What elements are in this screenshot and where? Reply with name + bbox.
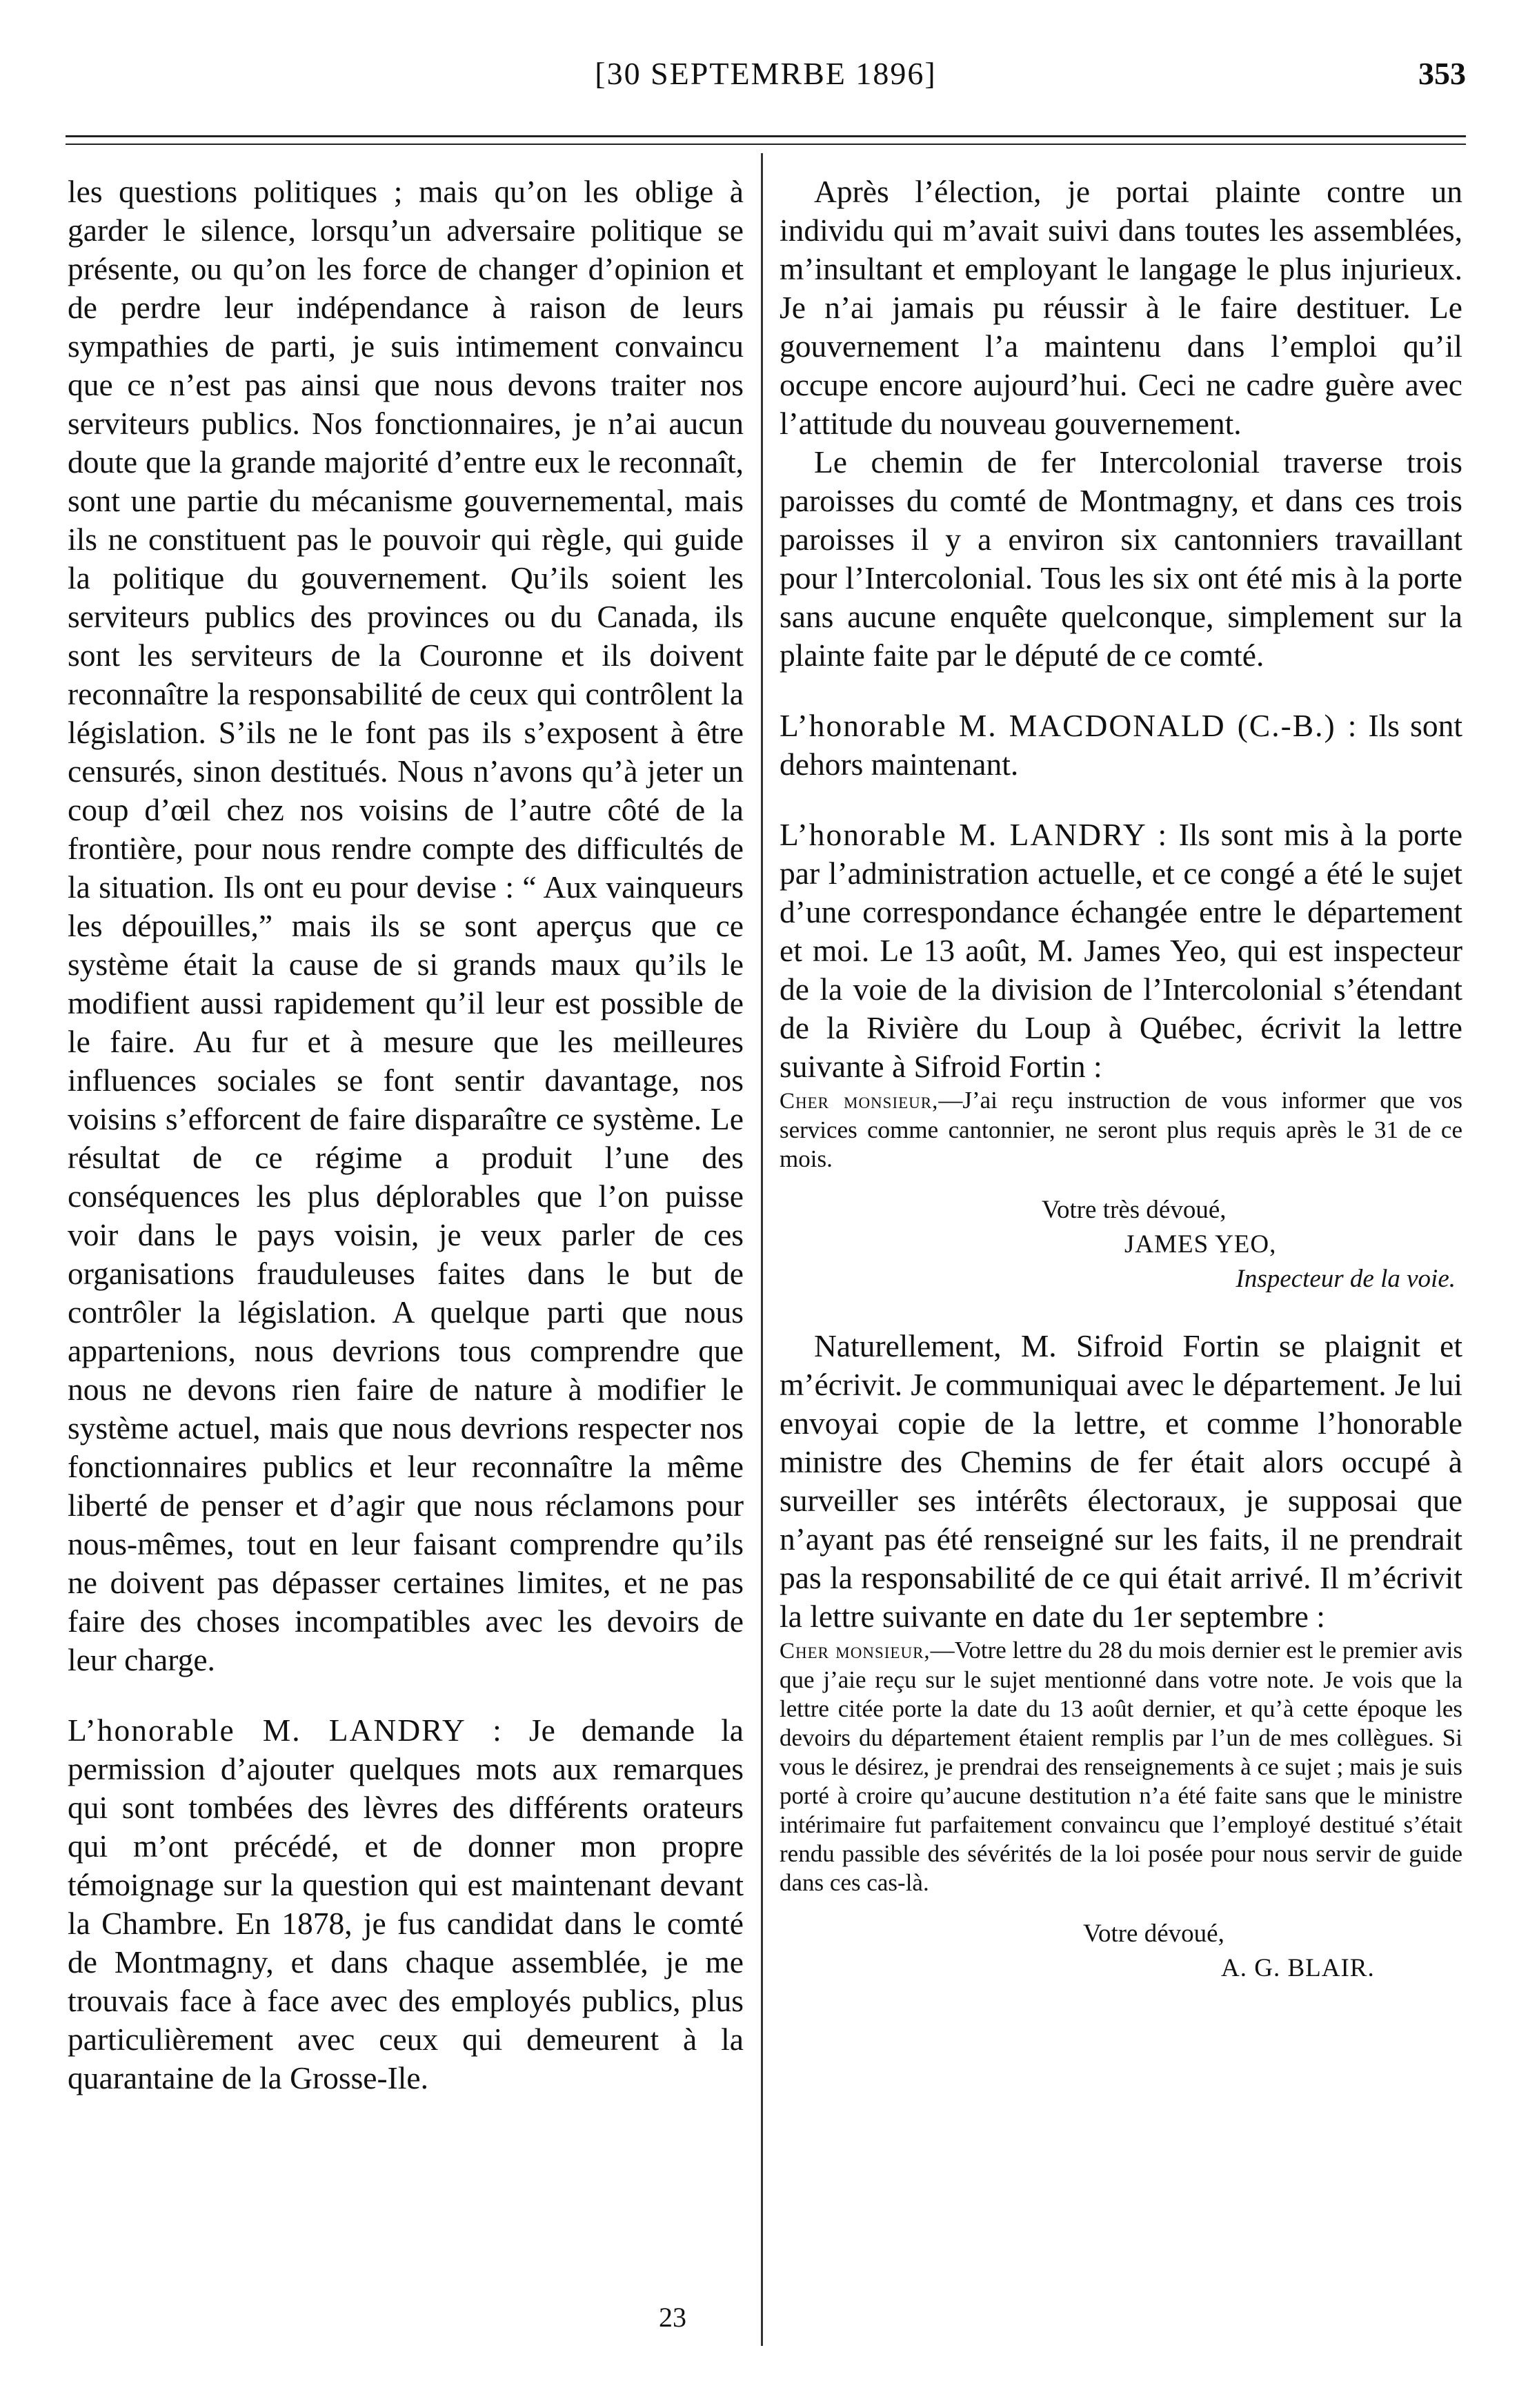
right-paragraph-5: Naturellement, M. Sifroid Fortin se plaignit et m’écrivit. Je communiquai avec le département. Je lui envoyai copie de la lettre, et comme l’honorable ministre des Chemins de fer était alors occupé à surveiller ses intérêts électoraux, je supposai que n’ayant pas été renseigné sur les faits, il ne prendrait pas la responsabilité de ce qui était arrivé. Il m’écrivit la lettre suivante en date du 1er septembre : [780,1328,1462,1634]
right-paragraph-1: Après l’élection, je portai plainte contre un individu qui m’avait suivi dans toutes les assemblées, m’insultant et employant le langage le plus injurieux. Je n’ai jamais pu réussir à le faire destituer. Le gouvernement l’a maintenu dans l’emploi qu’il occupe encore aujourd’hui. Ceci ne cadre guère avec l’attitude du nouveau gouvernement. [780,174,1462,441]
page-number: 353 [1418,56,1466,91]
letter-body: —J’ai reçu instruction de vous informer que vos services comme cantonnier, ne seront plus requis après le 31 de ce mois. [780,1087,1462,1172]
header-rule-top [66,135,1466,137]
letter-blair [780,1636,1462,1897]
letter-body: —Votre lettre du 28 du mois dernier est le premier avis que j’aie reçu sur le sujet mentionné dans votre note. Je vois que la lettre citée porte la date du 13 août dernier, et qu’à cette époque les devoirs du département étaient remplis par l’un de mes collègues. Si vous le désirez, je prendrai des renseignements à ce sujet ; mais je suis porté à croire qu’aucune destitution n’a été faite sans que le ministre intérimaire fut parfaitement convaincu que l’employé destitué s’était rendu passible des sévérités de la loi posée pour nous servir de guide dans ces cas-là. [780,1637,1462,1896]
header-rule-bottom [66,144,1466,145]
letter-closing: Votre dévoué, [1083,1920,1224,1948]
letter-signature: JAMES YEO, [1124,1230,1277,1259]
left-paragraph-1: les questions politiques ; mais qu’on les oblige à garder le silence, lorsqu’un adversaire politique se présente, ou qu’on les force de changer d’opinion et de perdre leur indépendance à raison de leurs sympathies de parti, je suis intimement convaincu que ce n’est pas ainsi que nous devons traiter nos serviteurs publics. Nos fonctionnaires, je n’ai aucun doute que la grande majorité d’entre eux le reconnaît, sont une partie du mécanisme gouvernemental, mais ils ne constituent pas le pouvoir qui règle, qui guide la politique du gouvernement. Qu’ils soient les serviteurs publics des provinces ou du Canada, ils sont les serviteurs de la Couronne et ils doivent reconnaître la responsabilité de ceux qui contrôlent la législation. S’ils ne le font pas ils s’exposent à être censurés, sinon destitués. Nous n’avons qu’à jeter un coup d’œil chez nos voisins de l’autre côté de la frontière, pour nous rendre compte des difficultés de la situation. Ils ont eu pour devise : “ Aux vainqueurs les dépouilles,” mais ils se sont aperçus que ce système était la cause de si grands maux qu’ils le modifient aussi rapidement qu’il leur est possible de le faire. Au fur et à mesure que les meilleures influences sociales se font sentir davantage, nos voisins s’efforcent de faire disparaître ce système. Le résultat de ce régime a produit l’une des conséquences les plus déplorables que l’on puisse voir dans le pays voisin, je veux parler de ces organisations frauduleuses faites dans le but de contrôler la législation. A quelque parti que nous appartenions, nous devrions tous comprendre que nous ne devons rien faire de nature à modifier le système actuel, mais que nous devrions respecter nos fonctionnaires publics et leur reconnaître la même liberté de penser et d’agir que nous réclamons pour nous-mêmes, tout en leur faisant comprendre qu’ils ne doivent pas dépasser certaines limites, et ne pas faire des choses incompatibles avec les devoirs de leur charge. [68,174,744,1677]
letter-yeo [780,1086,1462,1174]
speech-text: Ils sont mis à la porte par l’administration actuelle, et ce congé a été le sujet d’une correspondance échangée entre le département et moi. Le 13 août, M. James Yeo, qui est inspecteur de la voie de la division de l’Intercolonial s’étendant de la Rivière du Loup à Québec, écrivit la lettre suivante à Sifroid Fortin : [780,817,1463,1084]
right-speech-macdonald [780,707,1462,784]
right-column [780,172,1462,1986]
letter-signatory-title: Inspecteur de la voie. [1236,1265,1456,1293]
letter-salutation: Cher monsieur, [780,1639,931,1664]
letter-closing: Votre très dévoué, [1042,1196,1227,1224]
right-paragraph-2: Le chemin de fer Intercolonial traverse trois paroisses du comté de Montmagny, et dans ces trois paroisses il y a environ six cantonniers travaillant pour l’Intercolonial. Tous les six ont été mis à la porte sans aucune enquête quelconque, simplement sur la plainte faite par le député de ce comté. [780,444,1462,673]
left-speech-landry [68,1711,744,2098]
page-header [66,55,1466,103]
speaker-name: L’honorable M. LANDRY : [68,1713,503,1748]
left-column [68,172,744,2098]
folio-number: 23 [659,2302,686,2333]
right-speech-landry [780,816,1462,1086]
speech-text: Je demande la permission d’ajouter quelques mots aux remarques qui sont tombées des lèvres des différents orateurs qui m’ont précédé, et de donner mon propre témoignage sur la question qui est maintenant devant la Chambre. En 1878, je fus candidat dans le comté de Montmagny, et dans chaque assemblée, je me trouvais face à face avec des employés publics, plus particulièrement avec ceux qui demeurent à la quarantaine de la Grosse-Ile. [68,1713,744,2095]
speech-text: Ils sont dehors maintenant. [780,708,1462,782]
speaker-name: L’honorable M. MACDONALD (C.-B.) : [780,708,1358,743]
speaker-name: L’honorable M. LANDRY : [780,817,1169,852]
column-divider [761,153,763,2346]
letter-salutation: Cher monsieur, [780,1089,939,1114]
letter-signature: A. G. BLAIR. [1221,1954,1375,1982]
header-date: [30 SEPTEMRBE 1896] [595,56,937,91]
